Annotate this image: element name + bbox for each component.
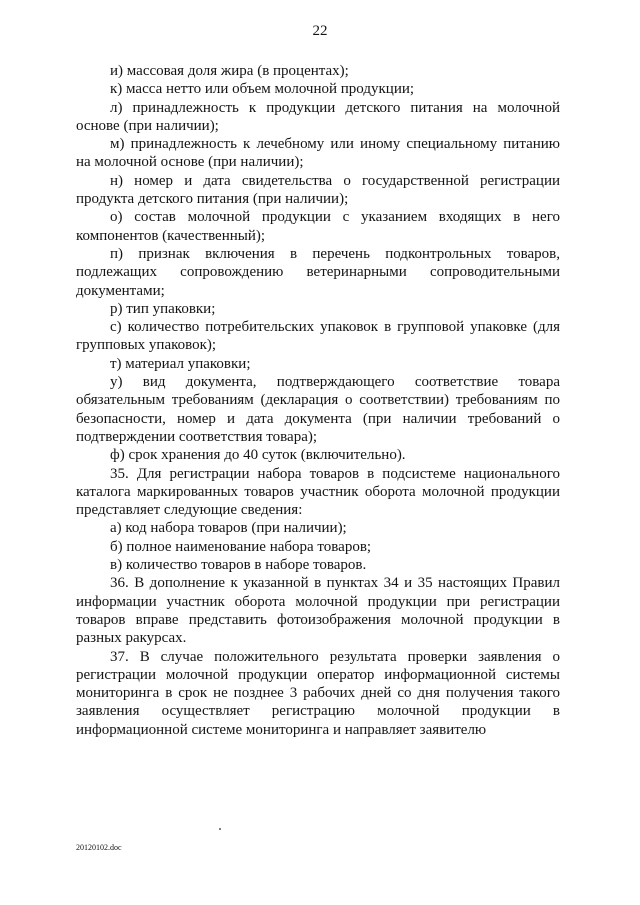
list-item-p: п) признак включения в перечень подконтрольных товаров, подлежащих сопровождению ветеринарными сопроводительными документами; (76, 245, 560, 299)
clause-35: 35. Для регистрации набора товаров в подсистеме национального каталога маркированных товаров участник оборота молочной продукции представляет следующие сведения: (76, 465, 560, 519)
list-item-f: ф) срок хранения до 40 суток (включительно). (110, 447, 406, 464)
page-number: 22 (312, 23, 328, 39)
list-item-r: р) тип упаковки; (110, 300, 216, 317)
list-item-a: а) код набора товаров (при наличии); (110, 520, 347, 537)
list-item-k: к) масса нетто или объем молочной продукции; (110, 81, 415, 98)
list-item-m: м) принадлежность к лечебному или иному специальному питанию на молочной основе (при наличии); (76, 136, 560, 171)
list-item-l: л) принадлежность к продукции детского питания на молочной основе (при наличии); (76, 99, 560, 134)
scan-speck (219, 828, 221, 830)
list-item-o: о) состав молочной продукции с указанием входящих в него компонентов (качественный); (76, 209, 560, 244)
list-item-s: с) количество потребительских упаковок в групповой упаковке (для групповых упаковок); (76, 319, 560, 354)
list-item-t: т) материал упаковки; (110, 355, 251, 372)
list-item-v: в) количество товаров в наборе товаров. (110, 557, 367, 574)
list-item-u: у) вид документа, подтверждающего соответствие товара обязательным требованиям (декларация о соответствии) требованиям по безопасности, номер и дата документа (при наличии требований о подтверждении соответствия товара); (76, 374, 560, 445)
clause-36: 36. В дополнение к указанной в пунктах 34 и 35 настоящих Правил информации участник оборота молочной продукции при регистрации товаров вправе представить фотоизображения молочной продукции в разных ракурсах. (76, 575, 560, 647)
list-item-i: и) массовая доля жира (в процентах); (110, 63, 349, 79)
footer-filename: 20120102.doc (76, 843, 122, 852)
list-item-n: н) номер и дата свидетельства о государственной регистрации продукта детского питания (при наличии); (76, 172, 560, 208)
document-body (76, 62, 560, 739)
list-item-b: б) полное наименование набора товаров; (110, 538, 372, 555)
clause-37: 37. В случае положительного результата проверки заявления о регистрации молочной продукции оператор информационной системы мониторинга в срок не позднее 3 рабочих дней со дня получения такого заявления осуществляет регистрацию молочной продукции в информационной системе мониторинга и направляет заявителю (76, 648, 560, 738)
